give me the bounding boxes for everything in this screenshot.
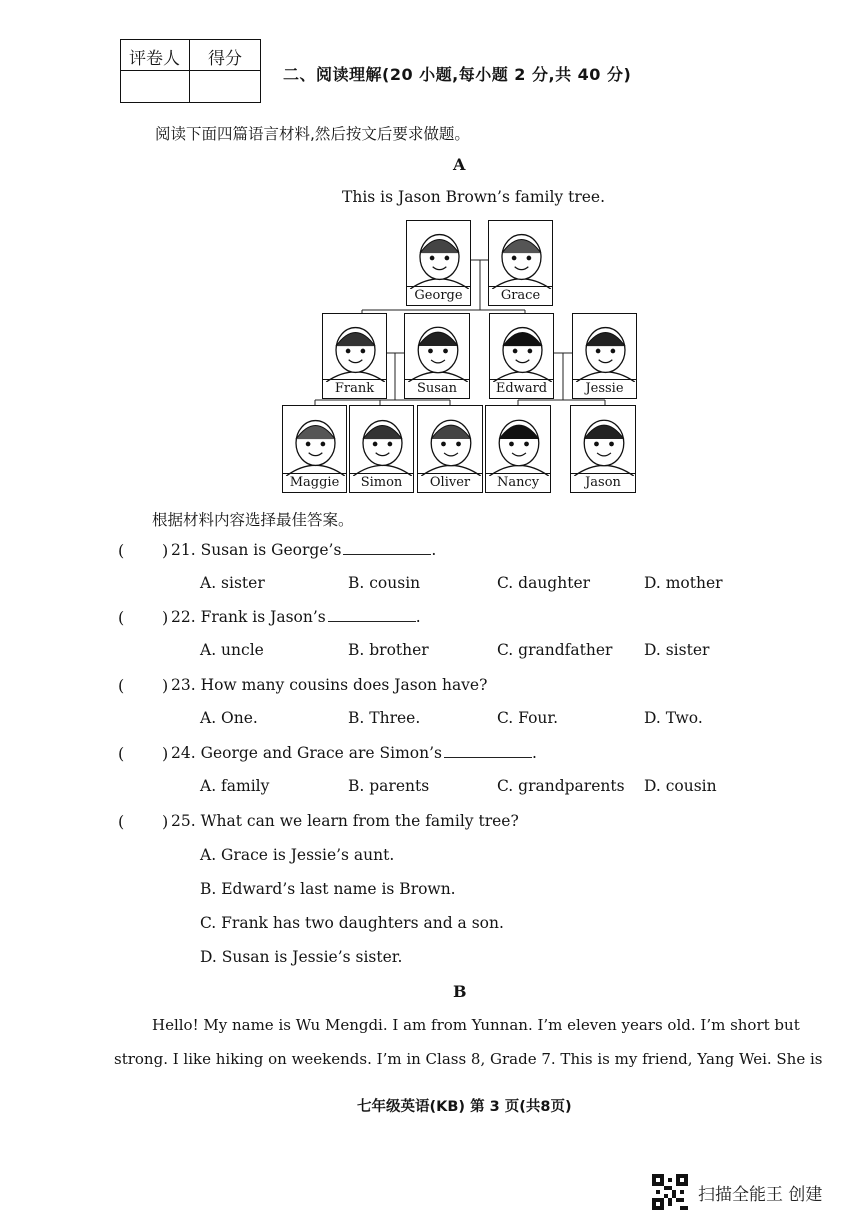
portrait-drawing <box>573 314 638 382</box>
scanner-watermark-text: 扫描全能王 创建 <box>698 1184 823 1205</box>
passage-a-letter: A <box>453 155 466 174</box>
answer-option: D. cousin <box>644 777 717 795</box>
answer-option: B. brother <box>348 641 429 659</box>
person-jessie <box>572 313 637 399</box>
answer-paren-close: ) <box>162 676 169 695</box>
question-text-end: . <box>532 744 537 762</box>
person-nancy <box>485 405 551 493</box>
person-oliver <box>417 405 483 493</box>
portrait-drawing <box>571 406 637 476</box>
answer-paren-open: ( <box>118 541 125 560</box>
qr-code-icon <box>652 1174 688 1210</box>
person-name-label: Maggie <box>283 473 346 492</box>
instruction: 阅读下面四篇语言材料,然后按文后要求做题。 <box>155 125 470 143</box>
passage-a-intro: This is Jason Brown’s family tree. <box>342 188 606 206</box>
portrait-drawing <box>283 406 348 476</box>
person-name-label: Jessie <box>573 379 636 398</box>
person-jason <box>570 405 636 493</box>
person-name-label: Jason <box>571 473 635 492</box>
answer-paren-open: ( <box>118 744 125 763</box>
person-name-label: Grace <box>489 286 552 305</box>
question-stem: 25. What can we learn from the family tree? <box>171 812 519 830</box>
answer-paren-close: ) <box>162 744 169 763</box>
person-george <box>406 220 471 306</box>
answer-option: C. Frank has two daughters and a son. <box>200 914 504 932</box>
answer-option: B. Edward’s last name is Brown. <box>200 880 456 898</box>
answer-option: C. grandfather <box>497 641 613 659</box>
portrait-drawing <box>486 406 552 476</box>
person-name-label: Frank <box>323 379 386 398</box>
passage-b-letter: B <box>453 982 467 1001</box>
answer-blank <box>343 553 431 555</box>
person-name-label: Nancy <box>486 473 550 492</box>
question-text-end: . <box>431 541 437 559</box>
person-frank <box>322 313 387 399</box>
answer-paren-close: ) <box>162 608 169 627</box>
person-name-label: Edward <box>490 379 553 398</box>
answer-option: C. grandparents <box>497 777 625 795</box>
score-box-divider <box>189 40 190 102</box>
scanner-watermark <box>652 1174 822 1210</box>
person-name-label: George <box>407 286 470 305</box>
person-simon <box>349 405 414 493</box>
answer-option: A. uncle <box>200 641 264 659</box>
portrait-drawing <box>490 314 555 382</box>
question-text: 21. Susan is George’s <box>171 541 342 559</box>
passage-b-line: Hello! My name is Wu Mengdi. I am from Yunnan. I’m eleven years old. I’m short but <box>152 1016 800 1034</box>
answer-option: D. Susan is Jessie’s sister. <box>200 948 403 966</box>
answer-option: A. Grace is Jessie’s aunt. <box>200 846 395 864</box>
answer-option: B. parents <box>348 777 430 795</box>
question-stem <box>171 676 487 694</box>
portrait-drawing <box>405 314 471 382</box>
person-susan <box>404 313 470 399</box>
answer-option: D. mother <box>644 574 723 592</box>
question-stem <box>171 608 421 626</box>
answer-option: B. cousin <box>348 574 421 592</box>
answer-option: B. Three. <box>348 709 421 727</box>
answer-option: C. Four. <box>497 709 559 727</box>
grader-label: 评卷人 <box>129 49 180 69</box>
person-grace <box>488 220 553 306</box>
answer-paren-open: ( <box>118 812 125 831</box>
answer-paren-close: ) <box>162 812 169 831</box>
person-name-label: Simon <box>350 473 413 492</box>
person-edward <box>489 313 554 399</box>
answer-blank <box>328 620 416 622</box>
answer-paren-open: ( <box>118 676 125 695</box>
question-text: 22. Frank is Jason’s <box>171 608 326 626</box>
score-box-divider <box>121 70 260 71</box>
question-text: 24. George and Grace are Simon’s <box>171 744 443 762</box>
person-name-label: Oliver <box>418 473 482 492</box>
person-maggie <box>282 405 347 493</box>
answer-blank <box>444 756 532 758</box>
portrait-drawing <box>418 406 484 476</box>
answer-option: A. family <box>200 777 270 795</box>
portrait-drawing <box>489 221 554 289</box>
family-tree <box>280 218 640 496</box>
question-text-end: . <box>415 608 421 626</box>
score-label: 得分 <box>208 49 242 69</box>
portrait-drawing <box>323 314 388 382</box>
portrait-drawing <box>350 406 415 476</box>
section-heading: 二、阅读理解(20 小题,每小题 2 分,共 40 分) <box>283 65 632 84</box>
answer-paren-open: ( <box>118 608 125 627</box>
score-box <box>120 39 261 103</box>
page-footer: 七年级英语(KB) 第 3 页(共8页) <box>357 1099 572 1115</box>
question-stem <box>171 744 537 762</box>
answer-option: D. Two. <box>644 709 703 727</box>
portrait-drawing <box>407 221 472 289</box>
passage-b-line: strong. I like hiking on weekends. I’m in Class 8, Grade 7. This is my friend, Yang Wei. She is <box>114 1050 823 1068</box>
answer-option: C. daughter <box>497 574 591 592</box>
answer-option: A. sister <box>200 574 265 592</box>
question-text: 23. How many cousins does Jason have? <box>171 676 488 694</box>
answer-option: A. One. <box>200 709 258 727</box>
answer-paren-close: ) <box>162 541 169 560</box>
task-instruction: 根据材料内容选择最佳答案。 <box>152 511 354 529</box>
person-name-label: Susan <box>405 379 469 398</box>
answer-option: D. sister <box>644 641 710 659</box>
question-stem <box>171 541 436 559</box>
